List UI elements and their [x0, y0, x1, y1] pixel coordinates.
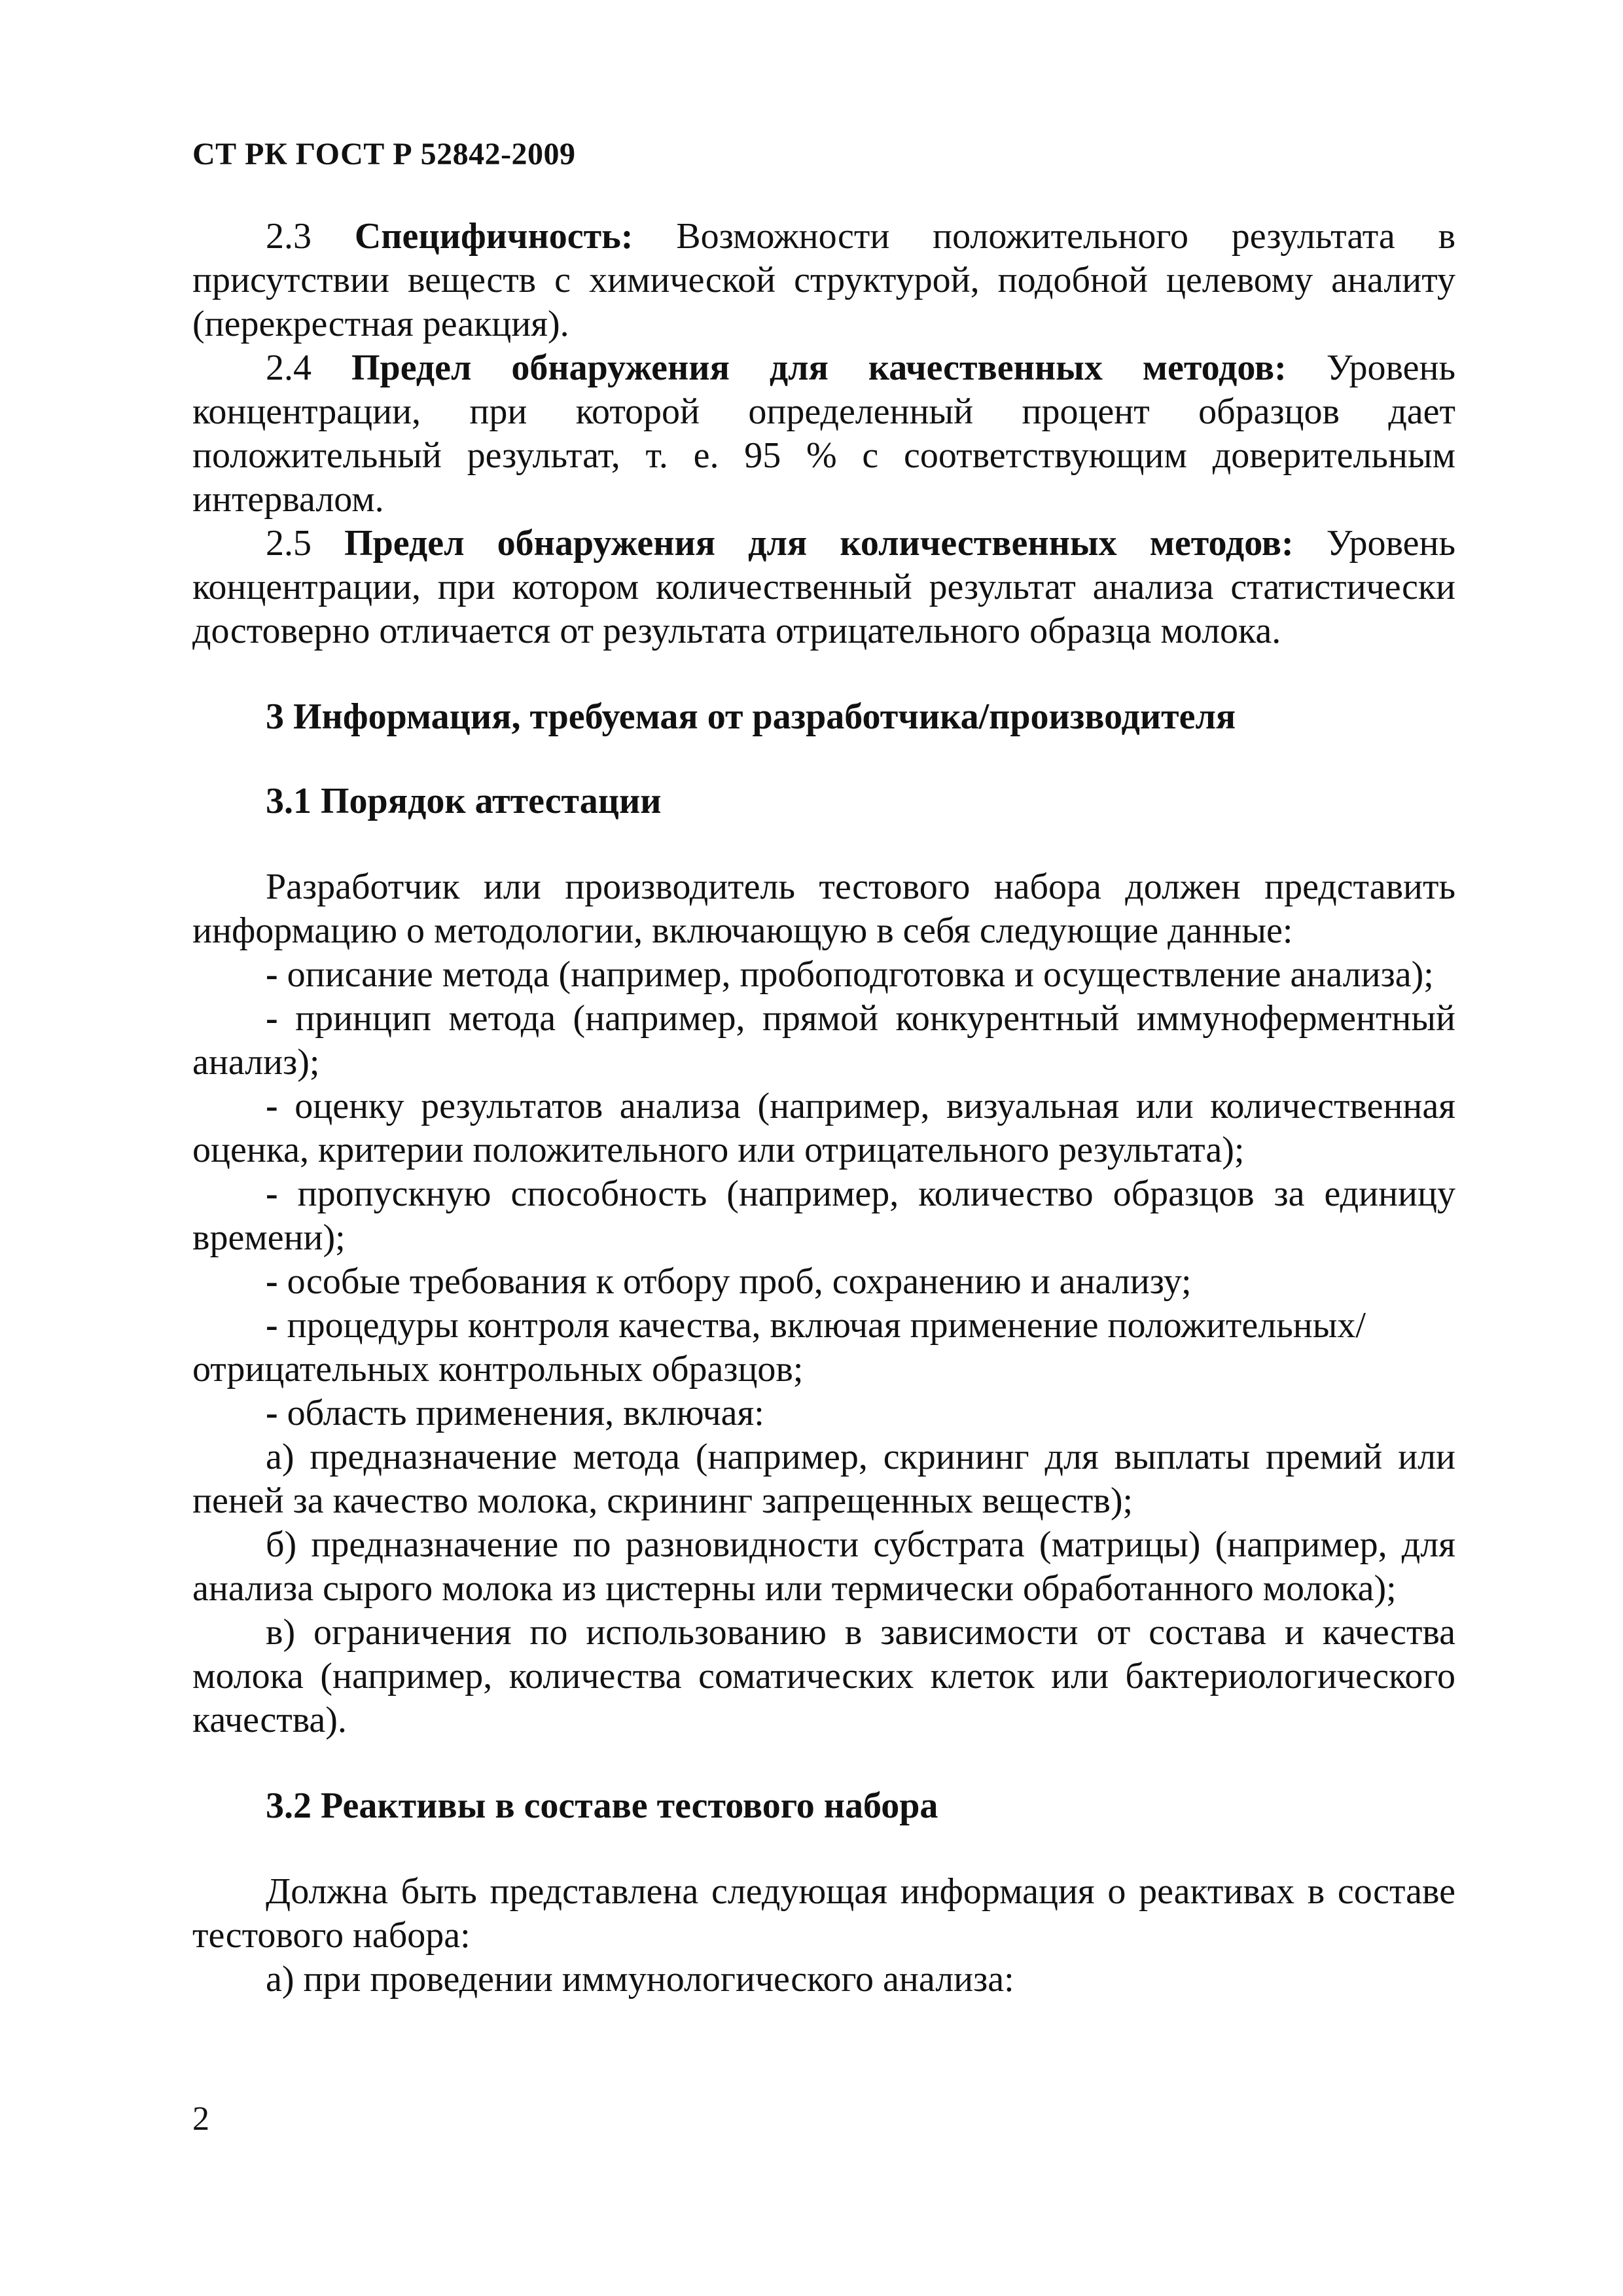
list-item: - описание метода (например, пробоподготовка и осуществление анализа); — [266, 954, 1434, 995]
definition-number: 2.5 — [266, 523, 312, 564]
list-item: - пропускную способность (например, количество образцов за единицу времени); — [192, 1174, 1455, 1258]
definition-number: 2.4 — [266, 348, 312, 388]
sub-list-item-b: б) предназначение по разновидности субстрата (матрицы) (например, для анализа сырого молока из цистерны или термически обработанного молока); — [192, 1524, 1455, 1609]
document-body — [192, 215, 1455, 2001]
definition-2-3 — [192, 215, 1455, 346]
list-item: - особые требования к отбору проб, сохранению и анализу; — [266, 1261, 1192, 1302]
section-3-title: 3 Информация, требуемая от разработчика/производителя — [266, 696, 1236, 737]
list-item: - процедуры контроля качества, включая применение положительных/отрицательных контрольных образцов; — [192, 1305, 1366, 1390]
document-code-header: СТ РК ГОСТ Р 52842-2009 — [192, 137, 576, 171]
definition-2-5 — [192, 522, 1455, 653]
section-3-1-title: 3.1 Порядок аттестации — [266, 781, 662, 821]
sub-list-item-c: в) ограничения по использованию в зависимости от состава и качества молока (например, количества соматических клеток или бактериологического качества). — [192, 1612, 1455, 1740]
list-item: - область применения, включая: — [266, 1393, 764, 1433]
definition-2-4 — [192, 346, 1455, 522]
definition-term: Предел обнаружения для качественных методов: — [351, 348, 1287, 388]
definition-number: 2.3 — [266, 216, 312, 257]
definition-term: Предел обнаружения для количественных методов: — [344, 523, 1294, 564]
section-3-2-title: 3.2 Реактивы в составе тестового набора — [266, 1785, 938, 1826]
definition-text: Возможности положительного результата в присутствии веществ с химической структурой, подобной целевому аналиту (перекрестная реакция). — [192, 216, 1456, 344]
list-item: - оценку результатов анализа (например, визуальная или количественная оценка, критерии положительного или отрицательного результата); — [192, 1086, 1455, 1170]
definition-text: Уровень концентрации, при которой определенный процент образцов дает положительный результат, т. е. 95 % с соответствующим доверительным интервалом. — [192, 348, 1456, 520]
section-3-2-item-a: а) при проведении иммунологического анализа: — [266, 1959, 1014, 2000]
sub-list-item-a: а) предназначение метода (например, скрининг для выплаты премий или пеней за качество молока, скрининг запрещенных веществ); — [192, 1437, 1455, 1521]
list-item: - принцип метода (например, прямой конкурентный иммуноферментный анализ); — [192, 998, 1455, 1083]
definition-term: Специфичность: — [354, 216, 633, 257]
page-number: 2 — [192, 2100, 209, 2138]
section-3-2-intro: Должна быть представлена следующая информация о реактивах в составе тестового набора: — [192, 1871, 1455, 1956]
section-3-1-intro: Разработчик или производитель тестового набора должен представить информацию о методологии, включающую в себя следующие данные: — [192, 867, 1455, 951]
definition-text: Уровень концентрации, при котором количественный результат анализа статистически достоверно отличается от результата отрицательного образца молока. — [192, 523, 1455, 651]
